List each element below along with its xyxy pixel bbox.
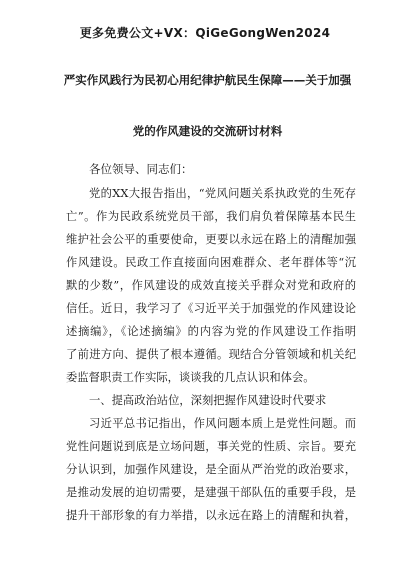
- body-line: 作风建设。民政工作直接面向困难群众、老年群体等“沉: [66, 256, 356, 269]
- body-line: 了前进方向、提供了根本遵循。现结合分管领域和机关纪: [66, 348, 356, 361]
- body-line: 维护社会公平的重要使命，更要以永远在路上的清醒加强: [66, 233, 356, 246]
- body-line: 默的少数”，作风建设的成效直接关乎群众对党和政府的: [66, 279, 356, 292]
- salutation: 各位领导、同志们：: [89, 162, 193, 176]
- body-line: 是推动发展的迫切需要，是建强干部队伍的重要手段，是: [66, 486, 356, 499]
- body-line: 党的XX大报告指出，“党风问题关系执政党的生死存: [89, 187, 356, 200]
- body-line: 述摘编》，《论述摘编》的内容为党的作风建设工作指明: [66, 325, 356, 338]
- header-promo-text: 更多免费公文+VX：QiGeGongWen2024: [79, 26, 331, 40]
- body-line: 党性问题说到底是立场问题，事关党的性质、宗旨。要充: [66, 440, 356, 453]
- body-line: 分认识到，加强作风建设，是全面从严治党的政治要求，: [66, 463, 356, 476]
- body-line: 亡”。作为民政系统党员干部，我们肩负着保障基本民生: [66, 210, 356, 223]
- document-title-line-1: 严实作风践行为民初心用纪律护航民生保障——关于加强: [63, 73, 352, 87]
- section-heading-1: 一、提高政治站位，深刻把握作风建设时代要求: [89, 394, 327, 407]
- body-line: 习近平总书记指出，作风问题本质上是党性问题。而: [89, 417, 356, 430]
- document-title-line-2: 党的作风建设的交流研讨材料: [132, 124, 283, 138]
- body-line: 委监督职责工作实际，谈谈我的几点认识和体会。: [66, 371, 315, 384]
- body-line: 信任。近日，我学习了《习近平关于加强党的作风建设论: [66, 302, 356, 315]
- body-line: 提升干部形象的有力举措，以永远在路上的清醒和执着，: [66, 509, 356, 522]
